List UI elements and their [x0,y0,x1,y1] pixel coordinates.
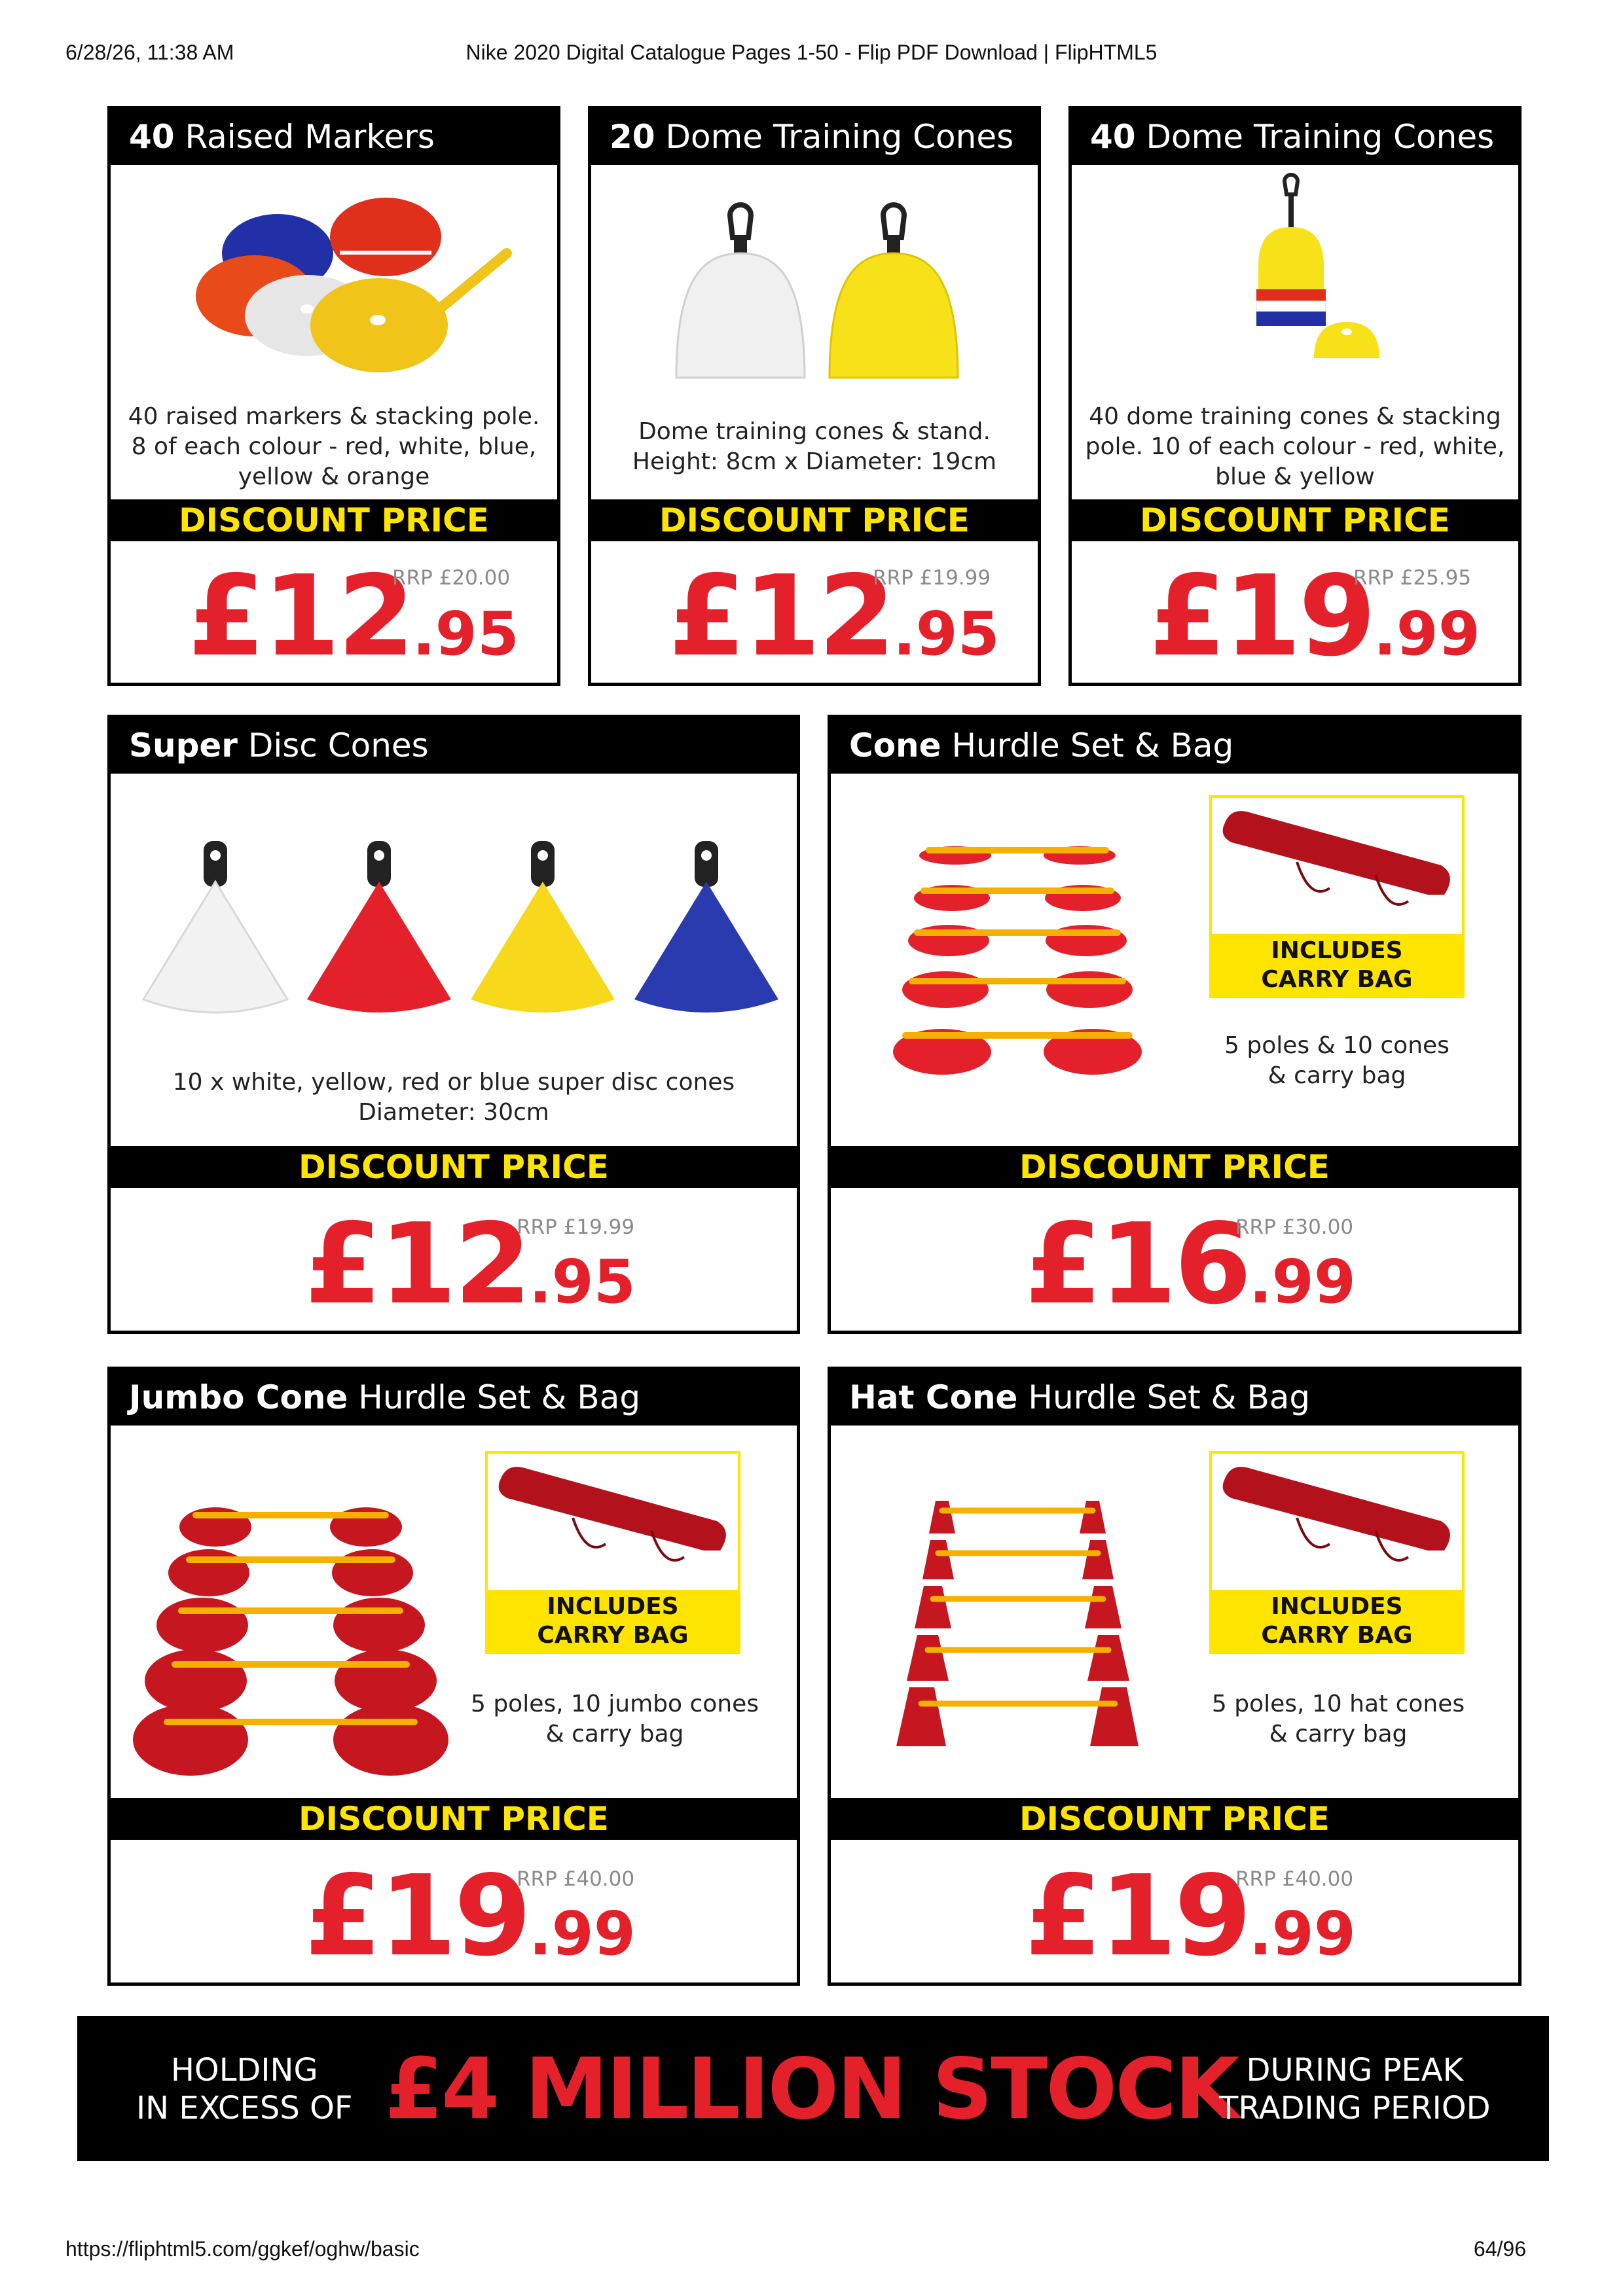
rrp-price: RRP £19.99 [873,566,991,590]
page-number: 64/96 [1473,2237,1526,2261]
banner-left-text: HOLDING IN EXCESS OF [136,2052,353,2126]
discount-price-label: DISCOUNT PRICE [111,1798,797,1840]
product-card-20-dome-cones [588,106,1041,686]
product-description: 5 poles, 10 jumbo cones & carry bag [470,1691,759,1748]
dome-cones-stack-image [1203,175,1399,384]
product-description: 40 dome training cones & stacking pole. 10 of each colour - red, white, blue & yellow [1085,403,1505,490]
discount-price-label: DISCOUNT PRICE [831,1798,1518,1840]
product-title: Jumbo Cone Hurdle Set & Bag [111,1370,797,1426]
product-card-super-disc-cones [107,715,800,1334]
discount-price: £19.99 [1149,552,1480,681]
product-title: 20 Dome Training Cones [591,109,1038,165]
product-card-cone-hurdle-set [828,715,1522,1334]
page-url: https://fliphtml5.com/ggkef/oghw/basic [65,2237,420,2261]
print-document-title: Nike 2020 Digital Catalogue Pages 1-50 - Flip PDF Download | FlipHTML5 [465,41,1158,64]
rrp-price: RRP £30.00 [1235,1215,1354,1239]
hat-cone-hurdle-image [883,1488,1158,1763]
rrp-price: RRP £40.00 [1235,1867,1354,1891]
rrp-price: RRP £25.95 [1353,566,1472,590]
product-card-40-dome-cones [1068,106,1522,686]
discount-price-label: DISCOUNT PRICE [591,499,1038,541]
product-card-raised-markers [107,106,560,686]
product-description: 5 poles, 10 hat cones & carry bag [1211,1691,1465,1748]
product-description: 40 raised markers & stacking pole. 8 of each colour - red, white, blue, yellow & orange [128,403,540,490]
carry-bag-callout [485,1451,740,1654]
discount-price: £12.95 [668,552,1000,681]
carry-bag-label: INCLUDES CARRY BAG [1212,1590,1462,1651]
stock-banner [77,2016,1549,2161]
product-title: 40 Dome Training Cones [1072,109,1518,165]
discount-price-label: DISCOUNT PRICE [1072,499,1518,541]
cone-hurdle-image [883,842,1158,1091]
discount-price: £16.99 [1025,1200,1356,1329]
product-title: Cone Hurdle Set & Bag [831,718,1518,774]
carry-bag-label: INCLUDES CARRY BAG [1212,934,1462,996]
discount-price-label: DISCOUNT PRICE [111,499,557,541]
carry-bag-callout [1209,795,1465,998]
product-description: Dome training cones & stand. Height: 8cm x Diameter: 19cm [632,418,997,475]
banner-right-text: DURING PEAK TRADING PERIOD [1219,2052,1491,2126]
product-title: 40 Raised Markers [111,109,557,165]
discount-price-label: DISCOUNT PRICE [111,1146,797,1188]
product-card-hat-cone-hurdle-set [828,1367,1522,1986]
print-header [0,41,1623,73]
product-title: Super Disc Cones [111,718,797,774]
discount-price-label: DISCOUNT PRICE [831,1146,1518,1188]
carry-bag-image [1218,803,1454,934]
raised-markers-image [183,175,510,358]
discount-price: £12.95 [188,552,519,681]
super-disc-cones-image [130,836,785,1032]
carry-bag-image [1218,1459,1454,1590]
banner-headline: £4 MILLION STOCK [385,2041,1238,2138]
product-title: Hat Cone Hurdle Set & Bag [831,1370,1518,1426]
print-footer [0,2237,1623,2270]
rrp-price: RRP £20.00 [392,566,511,590]
product-description: 5 poles & 10 cones & carry bag [1224,1032,1450,1089]
jumbo-cone-hurdle-image [143,1501,445,1776]
rrp-price: RRP £40.00 [517,1867,635,1891]
discount-price: £19.99 [304,1852,636,1981]
carry-bag-label: INCLUDES CARRY BAG [488,1590,738,1651]
carry-bag-image [494,1459,730,1590]
product-card-jumbo-cone-hurdle-set [107,1367,800,1986]
discount-price: £19.99 [1025,1852,1356,1981]
product-description: 10 x white, yellow, red or blue super disc cones Diameter: 30cm [172,1069,735,1126]
print-datetime: 6/28/26, 11:38 AM [65,41,234,64]
rrp-price: RRP £19.99 [517,1215,635,1239]
carry-bag-callout [1209,1451,1465,1654]
discount-price: £12.95 [304,1200,636,1329]
dome-cones-image [663,188,977,384]
